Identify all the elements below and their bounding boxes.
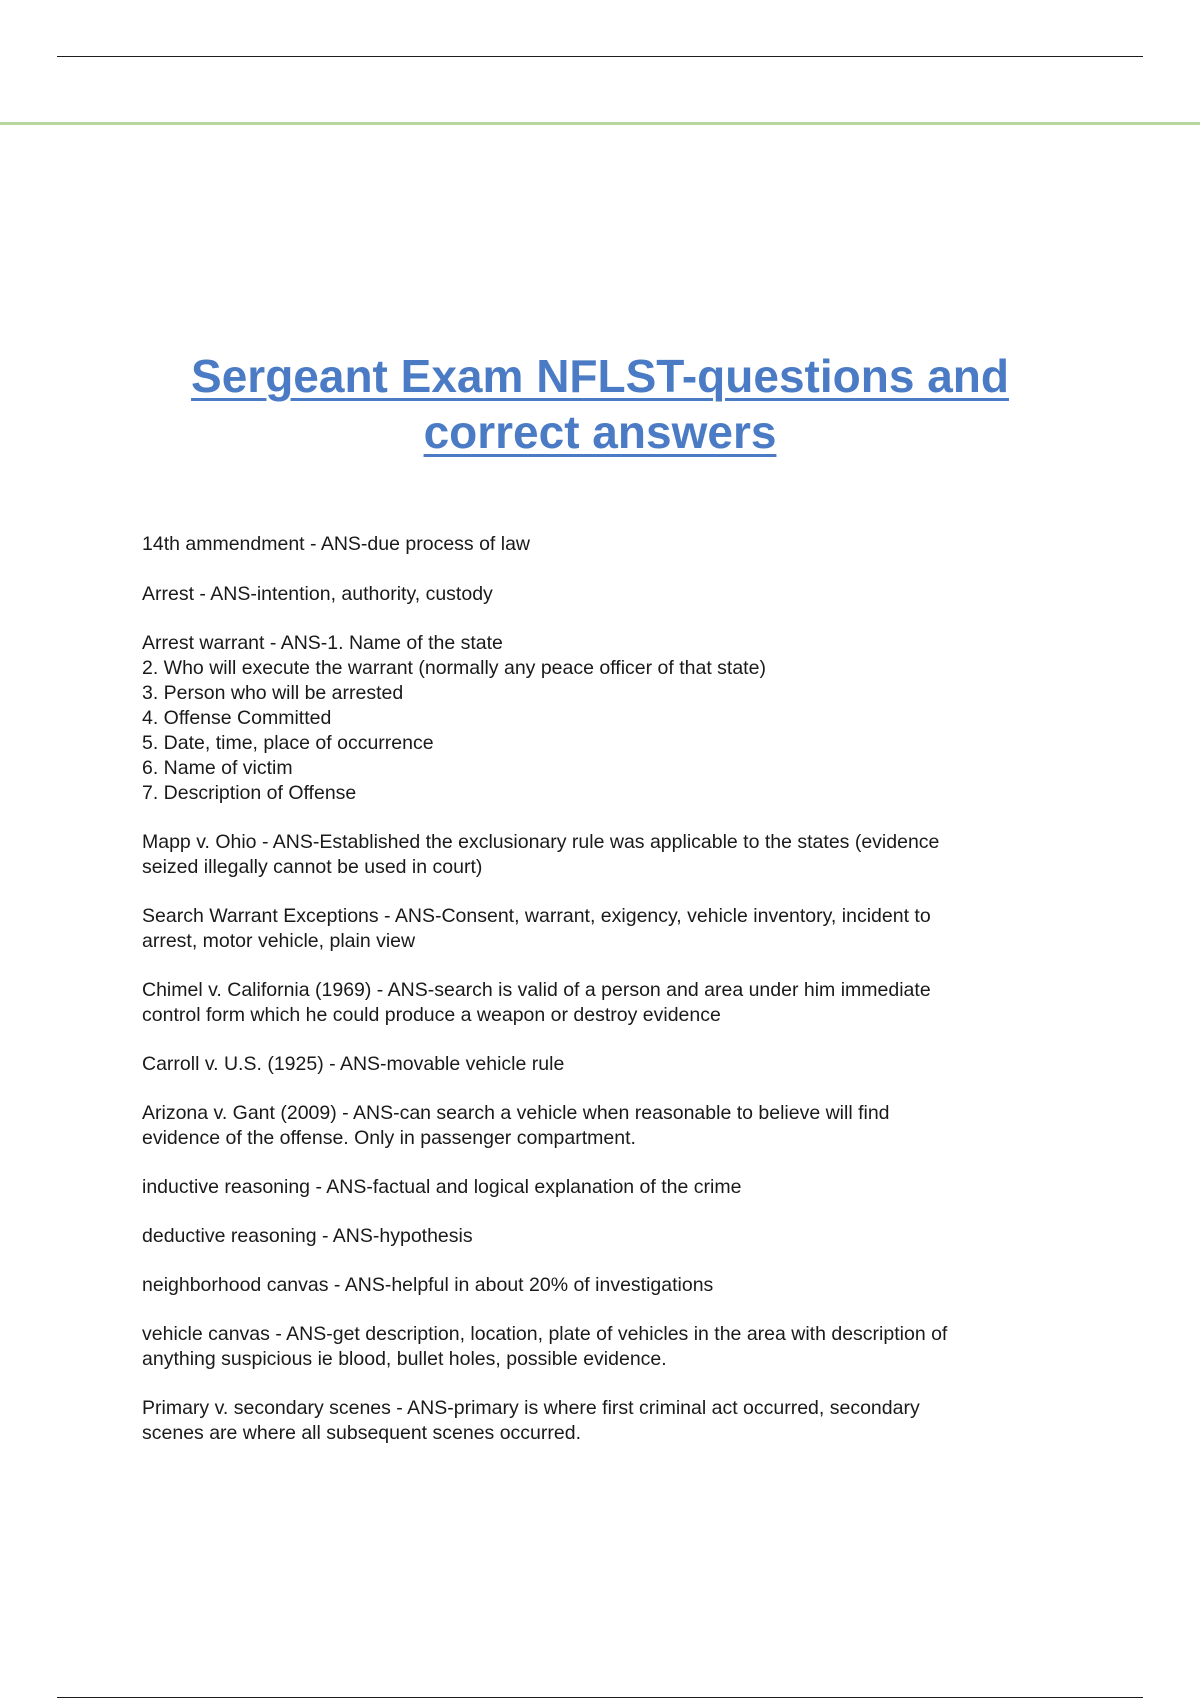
qa-line: Arrest - ANS-intention, authority, custody bbox=[142, 583, 493, 605]
qa-line: 3. Person who will be arrested bbox=[142, 682, 404, 704]
qa-list bbox=[142, 532, 1062, 1470]
qa-line: 2. Who will execute the warrant (normally any peace officer of that state) bbox=[142, 657, 766, 679]
document-title bbox=[100, 348, 1100, 460]
qa-line: control form which he could produce a weapon or destroy evidence bbox=[142, 1004, 721, 1026]
footer-rule bbox=[57, 1697, 1143, 1698]
qa-entry bbox=[142, 1224, 1062, 1249]
qa-entry bbox=[142, 1052, 1062, 1077]
qa-line: anything suspicious ie blood, bullet holes, possible evidence. bbox=[142, 1348, 667, 1370]
qa-entry bbox=[142, 1175, 1062, 1200]
qa-line: Search Warrant Exceptions - ANS-Consent, warrant, exigency, vehicle inventory, incident to bbox=[142, 905, 931, 927]
qa-line: Carroll v. U.S. (1925) - ANS-movable vehicle rule bbox=[142, 1053, 565, 1075]
qa-line: Primary v. secondary scenes - ANS-primary is where first criminal act occurred, secondary bbox=[142, 1397, 920, 1419]
qa-line: seized illegally cannot be used in court) bbox=[142, 856, 483, 878]
title-line-2: correct answers bbox=[423, 406, 777, 458]
qa-entry bbox=[142, 978, 1062, 1028]
qa-line: 7. Description of Offense bbox=[142, 782, 357, 804]
qa-line: 5. Date, time, place of occurrence bbox=[142, 732, 434, 754]
qa-line: Arizona v. Gant (2009) - ANS-can search a vehicle when reasonable to believe will find bbox=[142, 1102, 890, 1124]
qa-entry bbox=[142, 582, 1062, 607]
qa-line: scenes are where all subsequent scenes occurred. bbox=[142, 1422, 581, 1444]
qa-entry bbox=[142, 1273, 1062, 1298]
qa-line: inductive reasoning - ANS-factual and logical explanation of the crime bbox=[142, 1176, 742, 1198]
qa-entry bbox=[142, 532, 1062, 557]
qa-line: 14th ammendment - ANS-due process of law bbox=[142, 533, 531, 555]
qa-line: Chimel v. California (1969) - ANS-search is valid of a person and area under him immediate bbox=[142, 979, 931, 1001]
header-accent-rule bbox=[0, 122, 1200, 125]
qa-line: arrest, motor vehicle, plain view bbox=[142, 930, 416, 952]
qa-entry bbox=[142, 830, 1062, 880]
qa-entry bbox=[142, 1322, 1062, 1372]
qa-line: 6. Name of victim bbox=[142, 757, 293, 779]
qa-line: neighborhood canvas - ANS-helpful in about 20% of investigations bbox=[142, 1274, 714, 1296]
title-line-1: Sergeant Exam NFLST-questions and bbox=[191, 350, 1009, 402]
qa-line: Mapp v. Ohio - ANS-Established the exclusionary rule was applicable to the states (evidence bbox=[142, 831, 940, 853]
qa-line: Arrest warrant - ANS-1. Name of the state bbox=[142, 632, 503, 654]
qa-line: vehicle canvas - ANS-get description, location, plate of vehicles in the area with description of bbox=[142, 1323, 948, 1345]
qa-entry bbox=[142, 631, 1062, 806]
header-rule bbox=[57, 56, 1143, 57]
qa-entry bbox=[142, 1396, 1062, 1446]
qa-entry bbox=[142, 904, 1062, 954]
qa-line: 4. Offense Committed bbox=[142, 707, 332, 729]
qa-entry bbox=[142, 1101, 1062, 1151]
qa-line: evidence of the offense. Only in passenger compartment. bbox=[142, 1127, 636, 1149]
qa-line: deductive reasoning - ANS-hypothesis bbox=[142, 1225, 473, 1247]
